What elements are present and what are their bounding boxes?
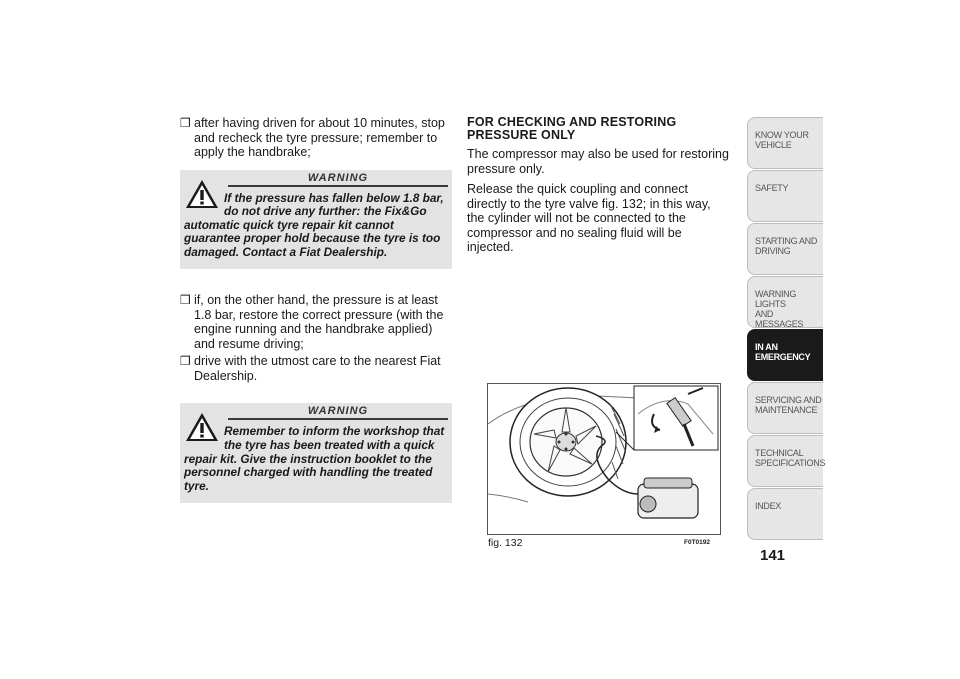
left-column (180, 116, 452, 527)
tab-technical[interactable]: TECHNICAL SPECIFICATIONS (747, 435, 823, 487)
checkbox-bullet-icon: ❒ (180, 116, 191, 130)
list-item (180, 293, 452, 351)
warning-text: Remember to inform the workshop that the tyre has been treated with a quick repair kit. Give the instruction booklet to the personnel charged with handling the treated tyre. (184, 424, 445, 493)
tab-safety[interactable]: SAFETY (747, 170, 823, 222)
tab-index[interactable]: INDEX (747, 488, 823, 540)
right-column (467, 116, 729, 261)
tab-in-an[interactable]: IN AN EMERGENCY (747, 329, 823, 381)
warning-title: WARNING (228, 172, 448, 187)
warning-triangle-icon (184, 178, 220, 210)
chapter-tabs (747, 117, 826, 541)
paragraph: The compressor may also be used for restoring pressure only. (467, 147, 729, 176)
paragraph: Release the quick coupling and connect directly to the tyre valve fig. 132; in this way, the cylinder will not be connected to the compressor and no sealing fluid will be injected. (467, 182, 711, 254)
list-item (180, 116, 452, 160)
list-item (180, 354, 452, 383)
tab-servicing-and[interactable]: SERVICING AND MAINTENANCE (747, 382, 823, 434)
tab-starting-and[interactable]: STARTING AND DRIVING (747, 223, 823, 275)
warning-triangle-icon (184, 411, 220, 443)
figure-caption: fig. 132 (488, 537, 523, 549)
page-number: 141 (760, 547, 786, 564)
warning-text: If the pressure has fallen below 1.8 bar, do not drive any further: the Fix&Go automatic quick tyre repair kit cannot guarantee proper hold because the tyre is too damaged. Contact a Fiat Dealership. (184, 190, 444, 259)
checkbox-bullet-icon: ❒ (180, 354, 191, 369)
bullet-text: if, on the other hand, the pressure is at least 1.8 bar, restore the correct pressure (with the engine running and the handbrake applied) and resume driving; (194, 293, 444, 351)
warning-box (180, 403, 452, 503)
section-heading: FOR CHECKING AND RESTORING PRESSURE ONLY (467, 115, 677, 142)
figure-code: F0T0192 (684, 539, 711, 546)
warning-box (180, 170, 452, 270)
bullet-text: drive with the utmost care to the nearest Fiat Dealership. (194, 354, 441, 383)
checkbox-bullet-icon: ❒ (180, 293, 191, 308)
tyre-compressor-illustration (488, 384, 720, 534)
bullet-text: after having driven for about 10 minutes, stop and recheck the tyre pressure; remember to apply the handbrake; (194, 116, 445, 159)
tab-warning-lights[interactable]: WARNING LIGHTS AND MESSAGES (747, 276, 823, 328)
warning-title: WARNING (228, 405, 448, 420)
tab-know-your[interactable]: KNOW YOUR VEHICLE (747, 117, 823, 169)
figure-compressor-illustration (487, 383, 721, 535)
